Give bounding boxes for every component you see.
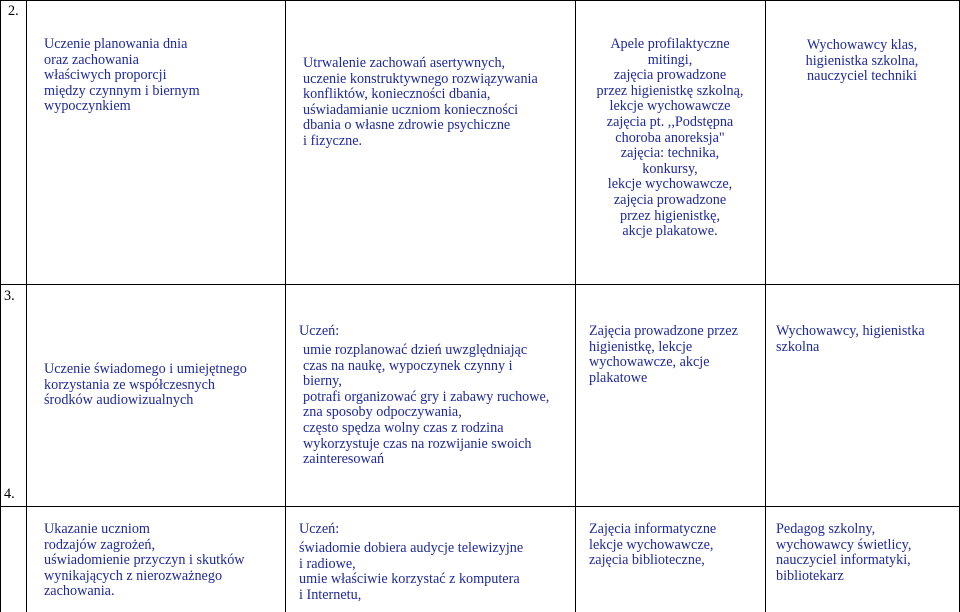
content-cell: Utrwalenie zachowań asertywnych, uczenie konstruktywnego rozwiązywania konfliktów, konieczności dbania, uświadamianie uczniom konieczności dbania o własne zdrowie psychiczne i fizyczne. — [303, 55, 538, 149]
row-number: 2. — [8, 3, 19, 19]
content-label: Uczeń: — [299, 323, 340, 339]
responsible-cell: Pedagog szkolny, wychowawcy świetlicy, nauczyciel informatyki, bibliotekarz — [776, 521, 912, 584]
row-number: 3. — [4, 288, 15, 304]
row-divider — [0, 284, 960, 285]
methods-cell: Zajęcia informatyczne lekcje wychowawcze, zajęcia biblioteczne, — [589, 521, 717, 569]
methods-cell: Apele profilaktyczne mitingi, zajęcia prowadzone przez higienistkę szkolną, lekcje wychowawcze zajęcia pt. ,,Podstępna choroba anoreksja" zajęcia: technika, konkursy, lekcje wychowawcze, zajęcia prowadzone przez higienistkę, akcje plakatowe. — [596, 36, 744, 240]
responsible-cell: Wychowawcy klas, higienistka szkolna, nauczyciel techniki — [805, 37, 919, 85]
objective-cell: Ukazanie uczniom rodzajów zagrożeń, uświadomienie przyczyn i skutków wynikających z nierozważnego zachowania. — [44, 521, 245, 600]
table-border-top — [0, 0, 960, 1]
content-label: Uczeń: — [299, 521, 340, 537]
objective-cell: Uczenie planowania dnia oraz zachowania właściwych proporcji między czynnym i biernym wypoczynkiem — [44, 36, 200, 115]
content-cell: świadomie dobiera audycje telewizyjne i radiowe, umie właściwie korzystać z komputera i Internetu, — [299, 540, 524, 603]
row-number: 4. — [4, 486, 15, 502]
column-divider — [765, 0, 766, 612]
table-border-left — [0, 0, 1, 612]
objective-cell: Uczenie świadomego i umiejętnego korzystania ze współczesnych środków audiowizualnych — [44, 361, 247, 409]
column-divider — [26, 0, 27, 612]
content-cell: umie rozplanować dzień uwzględniając czas na naukę, wypoczynek czynny i bierny, potrafi organizować gry i zabawy ruchowe, zna sposoby odpoczywania, często spędza wolny czas z rodzina wykorzystuje czas na rozwijanie swoich zainteresowań — [303, 342, 550, 468]
row-divider — [0, 506, 960, 507]
column-divider — [285, 0, 286, 612]
responsible-cell: Wychowawcy, higienistka szkolna — [776, 323, 925, 355]
methods-cell: Zajęcia prowadzone przez higienistkę, lekcje wychowawcze, akcje plakatowe — [589, 323, 738, 386]
